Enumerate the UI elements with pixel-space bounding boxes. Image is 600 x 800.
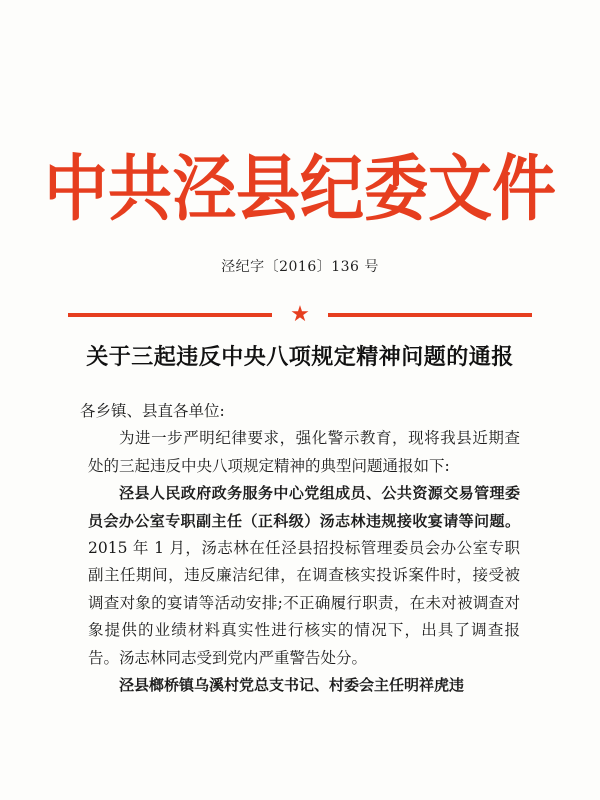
divider-line-right (328, 313, 532, 317)
case-1-body: 2015 年 1 月，汤志林在任泾县招投标管理委员会办公室专职副主任期间，违反廉洁纪律，在调查核实投诉案件时，接受被调查对象的宴请等活动安排;不正确履行职责，在未对被调查对象提供的业绩材料真实性进行核实的情况下，出具了调查报告。汤志林同志受到党内严重警告处分。 (88, 539, 520, 667)
salutation: 各乡镇、县直各单位: (80, 402, 225, 420)
red-divider (68, 302, 532, 327)
document-body (80, 398, 520, 699)
intro-paragraph: 为进一步严明纪律要求，强化警示教育，现将我县近期查处的三起违反中央八项规定精神的典型问题通报如下: (88, 429, 520, 475)
case-1-paragraph (88, 480, 520, 672)
case-1-heading: 泾县人民政府政务服务中心党组成员、公共资源交易管理委员会办公室专职副主任（正科级）汤志林违规接收宴请等问题。 (88, 484, 520, 530)
case-2-paragraph (88, 672, 520, 699)
document-number: 泾纪字〔2016〕136 号 (221, 259, 379, 275)
document-title: 关于三起违反中央八项规定精神问题的通报 (86, 344, 514, 370)
masthead-title: 中共泾县纪委文件 (44, 148, 556, 232)
divider-line-left (68, 313, 272, 317)
star-icon: ★ (290, 302, 310, 327)
case-2-heading: 泾县榔桥镇乌溪村党总支书记、村委会主任明祥虎违 (119, 676, 465, 695)
